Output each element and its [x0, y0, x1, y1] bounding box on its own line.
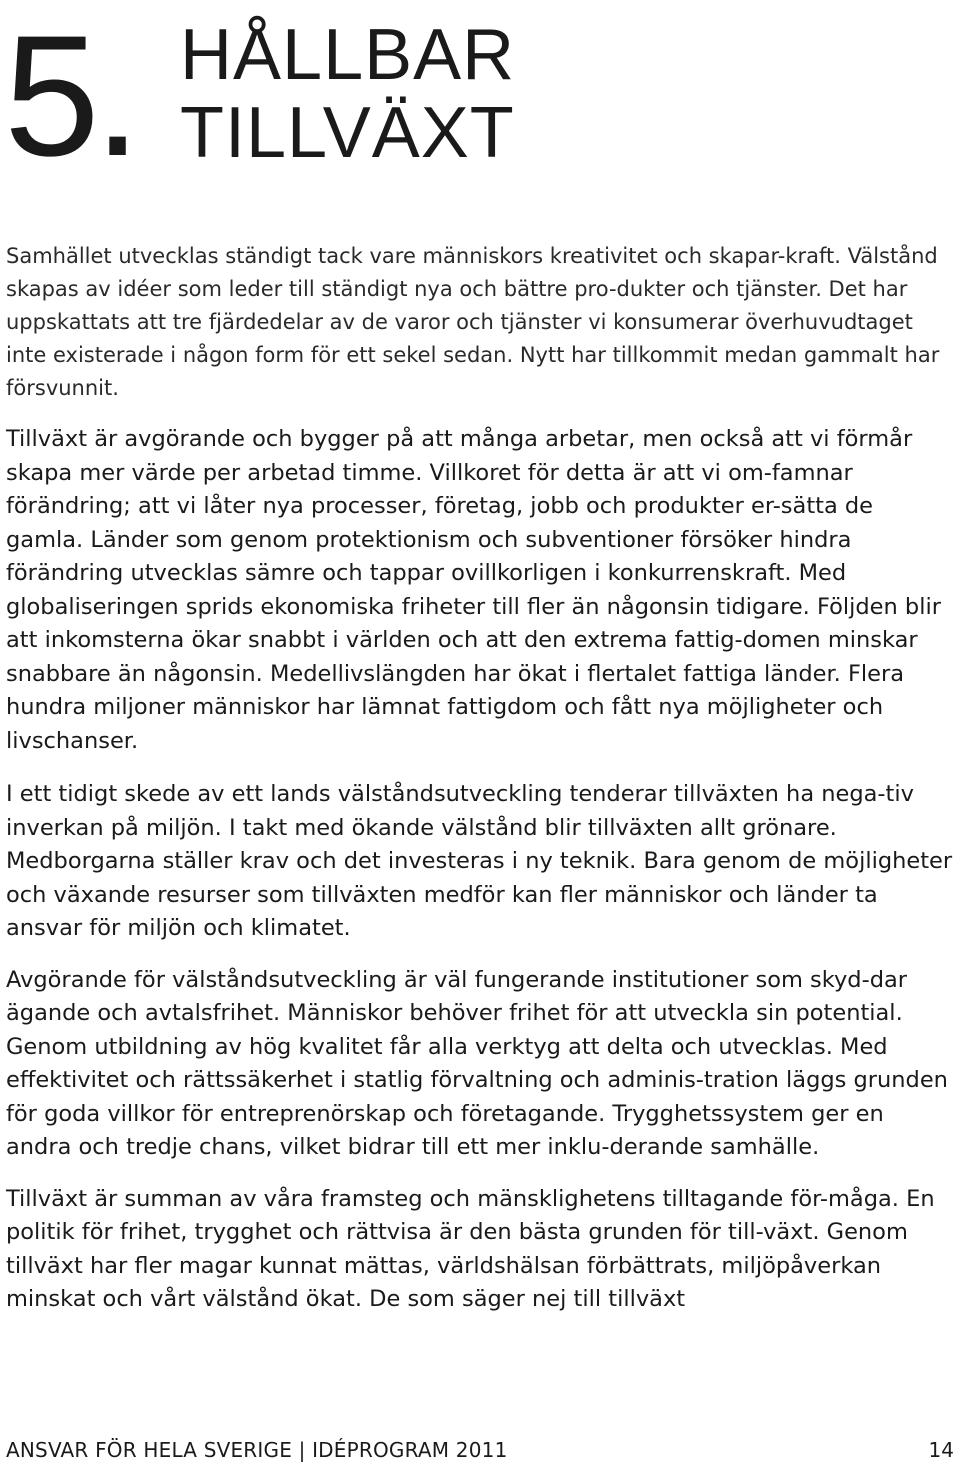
- paragraph-4: Avgörande för välståndsutveckling är väl fungerande institutioner som skyd-dar ägande och avtalsfrihet. Människor behöver frihet för att utveckla sin potential. Genom utbildning av hög kvalitet får alla verktyg att delta och utvecklas. Med effektivitet och rättssäkerhet i statlig förvaltning och adminis-tration läggs grunden för goda villkor för entreprenörskap och företagande. Trygghetssystem ger en andra och tredje chans, vilket bidrar till ett mer inklu-derande samhälle.: [6, 966, 948, 1160]
- paragraph-5: Tillväxt är summan av våra framsteg och mänsklighetens tilltagande för-måga. En politik för frihet, trygghet och rättvisa är den bästa grunden för till-växt. Genom tillväxt har fler magar kunnat mättas, världshälsan förbättrats, miljöpåverkan minskat och vårt välstånd ökat. De som säger nej till tillväxt: [6, 1185, 935, 1312]
- chapter-title-line-1: HÅLLBAR: [180, 15, 516, 95]
- chapter-title-line-2: TILLVÄXT: [180, 93, 515, 173]
- chapter-title: [180, 16, 515, 172]
- chapter-number: 5.: [4, 0, 136, 192]
- paragraph-1: Samhället utvecklas ständigt tack vare människors kreativitet och skapar-kraft. Välstånd skapas av idéer som leder till ständigt nya och bättre pro-dukter och tjänster. Det har uppskattats att tre fjärdedelar av de varor och tjänster vi konsumerar överhuvudtaget inte existerade i någon form för ett sekel sedan. Nytt har tillkommit medan gammalt har försvunnit.: [6, 244, 940, 400]
- footer-publication-title: ANSVAR FÖR HELA SVERIGE | IDÉPROGRAM 2011: [6, 1438, 508, 1462]
- page-number: 14: [928, 1438, 954, 1462]
- body-text: [6, 240, 956, 1335]
- paragraph-3: I ett tidigt skede av ett lands välståndsutveckling tenderar tillväxten ha nega-tiv inverkan på miljön. I takt med ökande välstånd blir tillväxten allt grönare. Medborgarna ställer krav och det investeras i ny teknik. Bara genom de möjligheter och växande resurser som tillväxten medför kan fler människor och länder ta ansvar för miljön och klimatet.: [6, 781, 953, 941]
- paragraph-2: Tillväxt är avgörande och bygger på att många arbetar, men också att vi förmår skapa mer värde per arbetad timme. Villkoret för detta är att vi om-famnar förändring; att vi låter nya processer, företag, jobb och produkter er-sätta de gamla. Länder som genom protektionism och subventioner försöker hindra förändring utvecklas sämre och tappar ovillkorligen i konkurrenskraft. Med globaliseringen sprids ekonomiska friheter till fler än någonsin tidigare. Följden blir att inkomsterna ökar snabbt i världen och att den extrema fattig-domen minskar snabbare än någonsin. Medellivslängden har ökat i flertalet fattiga länder. Flera hundra miljoner människor har lämnat fattigdom och fått nya möjligheter och livschanser.: [6, 426, 941, 754]
- page-footer: [6, 1438, 954, 1468]
